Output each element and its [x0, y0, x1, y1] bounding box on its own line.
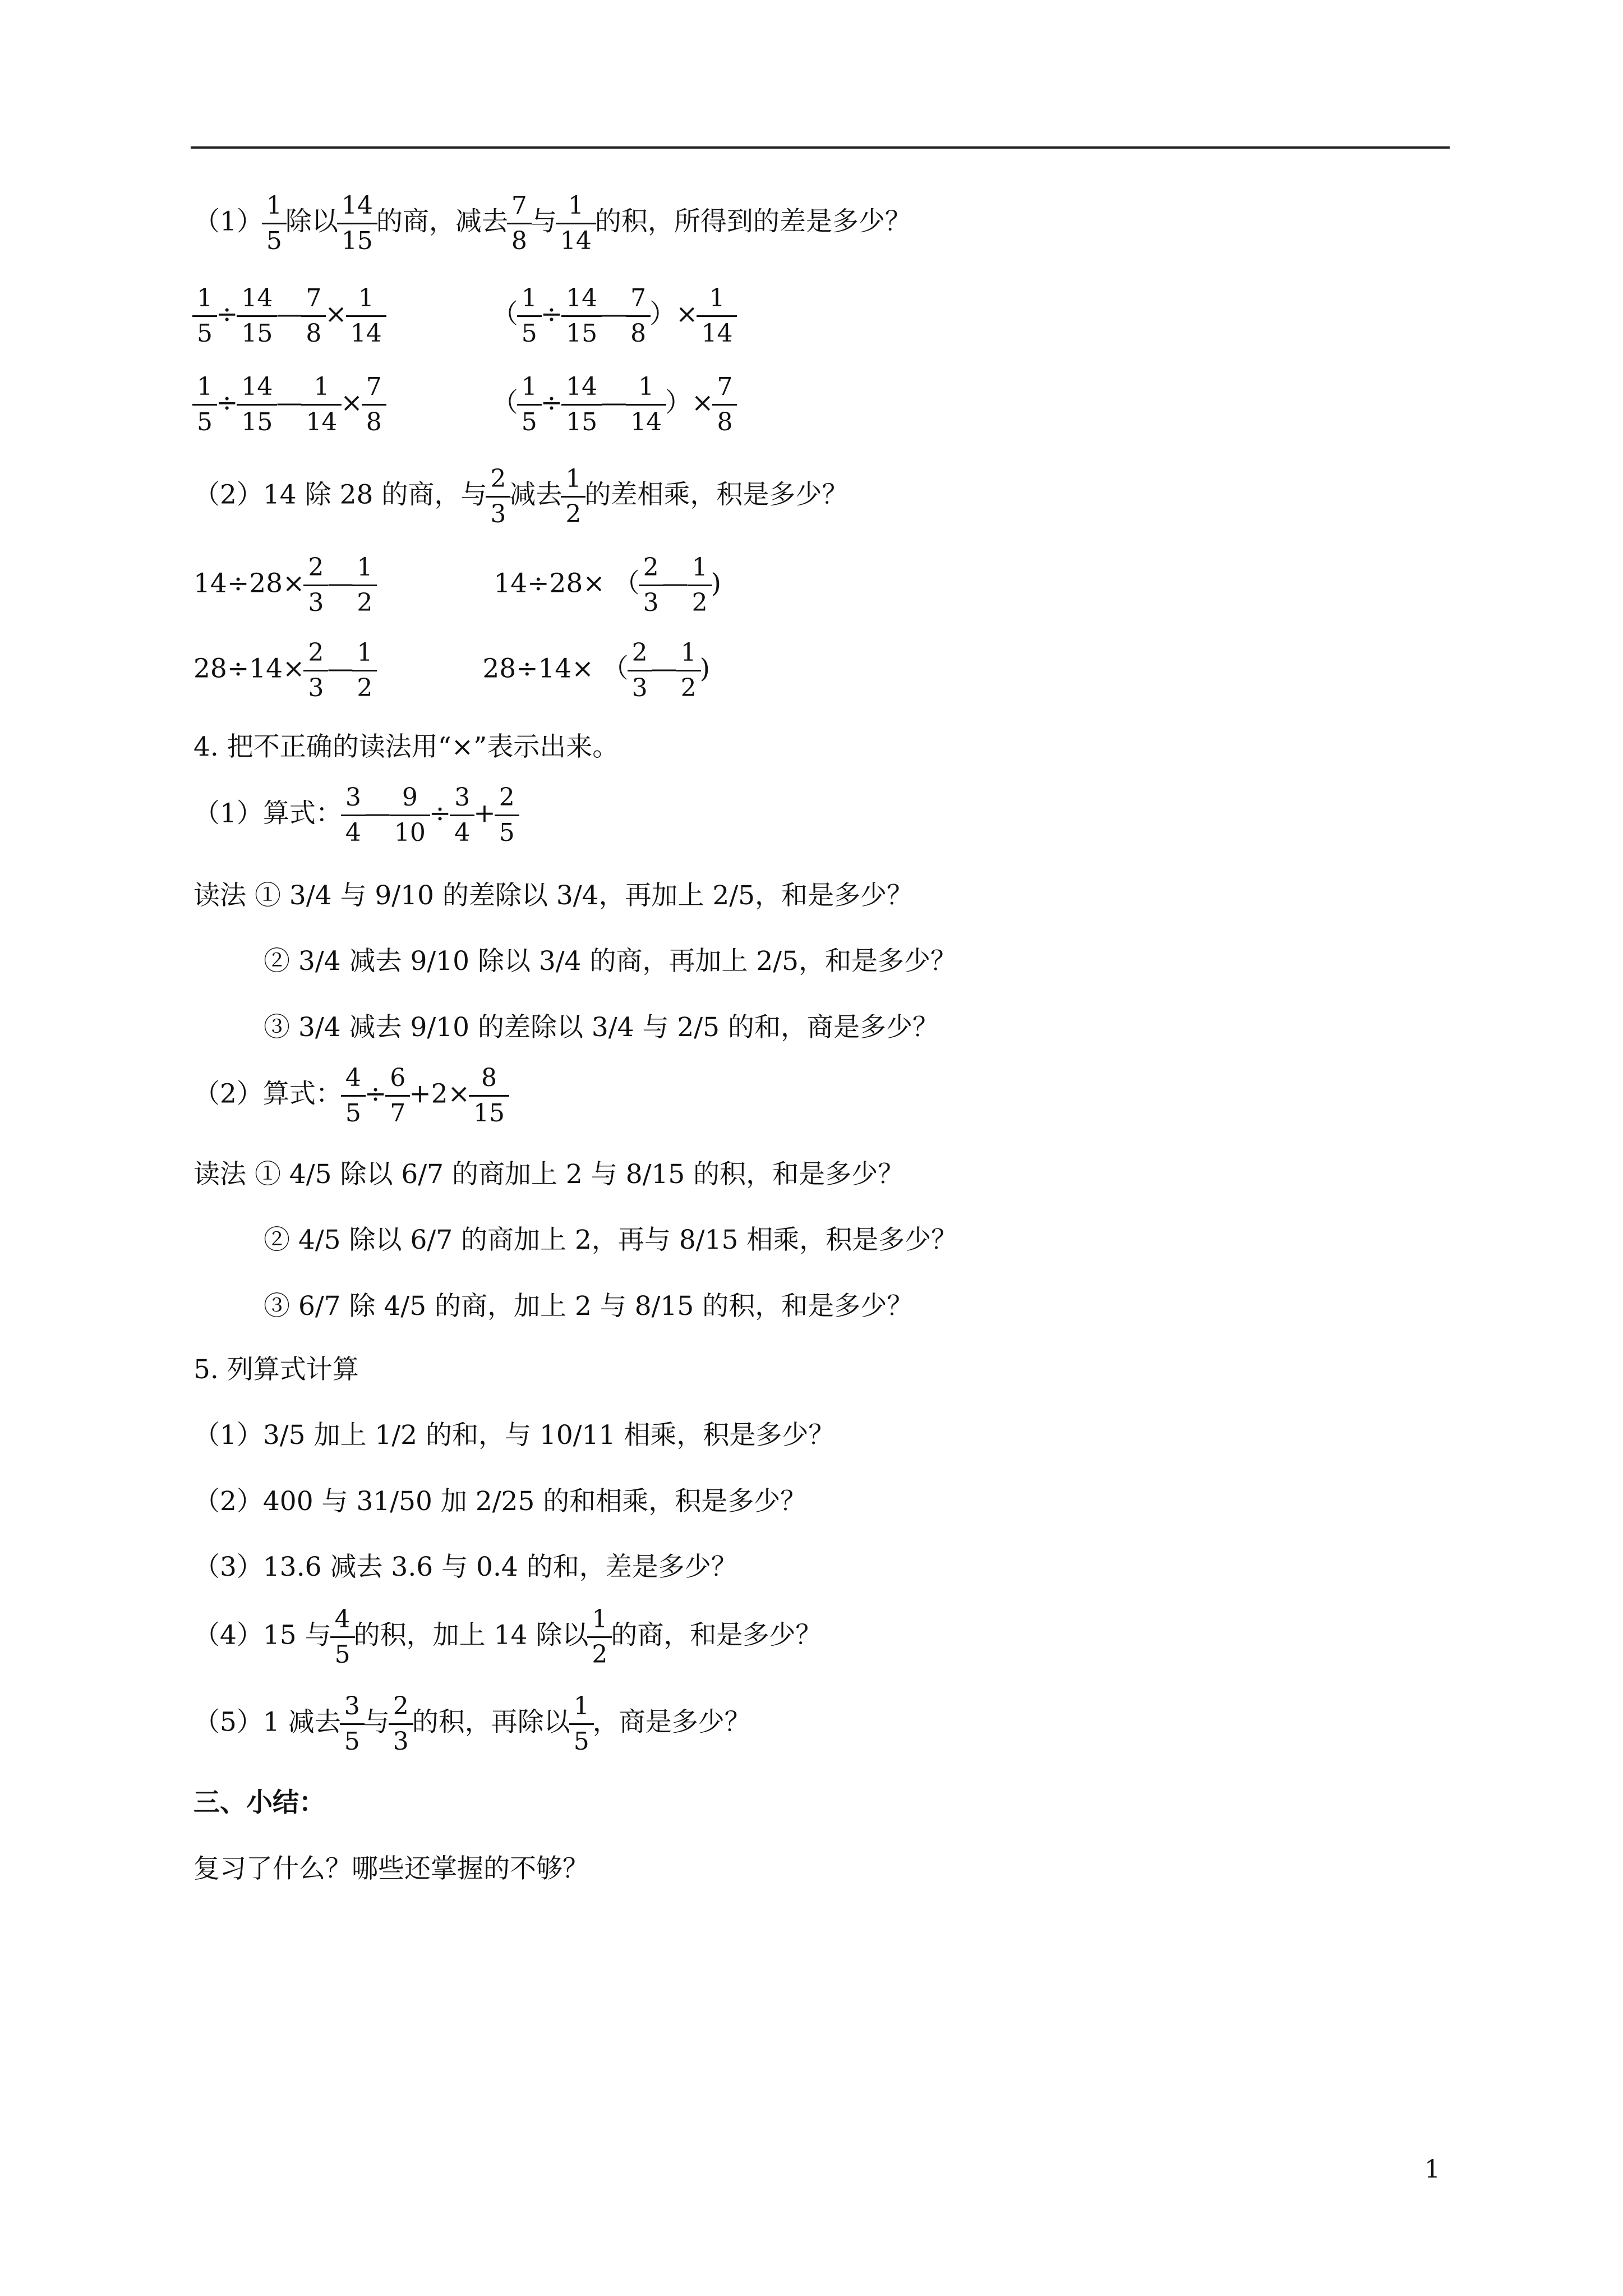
q5-3: （3）13.6 减去 3.6 与 0.4 的和，差是多少？ — [193, 1552, 737, 1582]
reading-2: ② 3/4 减去 9/10 除以 3/4 的商，再加上 2/5，和是多少？ — [264, 946, 957, 977]
expression-row: $\frac{1}{5}$ ÷ $\frac{14}{15}$ — $\frac{7}{8}$ × $\frac{1}{14}$ （ $\frac{1}{5}$ ÷ $\frac{14}{15}$ — $\frac{7}{8}$ ）× $\frac{1}{14}$ — [193, 286, 736, 346]
header-rule — [191, 146, 1450, 149]
fraction: $\frac{6}{7}$ — [388, 1066, 408, 1126]
fraction: $\frac{3}{4}$ — [343, 785, 363, 845]
fraction: $\frac{1}{5}$ — [264, 194, 284, 254]
fraction: $\frac{14}{15}$ — [564, 375, 600, 435]
expression-row: $\frac{1}{5}$ ÷ $\frac{14}{15}$ — $\frac{1}{14}$ × $\frac{7}{8}$ （ $\frac{1}{5}$ ÷ $\frac{14}{15}$ — $\frac{1}{14}$ ）× $\frac{7}{8}$ — [193, 375, 736, 435]
fraction: $\frac{1}{14}$ — [699, 286, 735, 346]
page-number: 1 — [1424, 2155, 1440, 2184]
fraction: $\frac{9}{10}$ — [392, 785, 428, 845]
q3-1-line: （1） $\frac{1}{5}$ 除以 $\frac{14}{15}$ 的商，减去 $\frac{7}{8}$ 与 $\frac{1}{14}$ 的积，所得到的差是多少？ — [193, 191, 911, 255]
fraction: $\frac{3}{5}$ — [342, 1694, 362, 1754]
fraction: $\frac{1}{5}$ — [519, 286, 540, 346]
q5-1: （1）3/5 加上 1/2 的和，与 10/11 相乘，积是多少？ — [193, 1420, 835, 1451]
q5-2: （2）400 与 31/50 加 2/25 的和相乘，积是多少？ — [193, 1486, 807, 1517]
fraction: $\frac{7}{8}$ — [714, 375, 735, 435]
q5-5: （5）1 减去 $\frac{3}{5}$ 与 $\frac{2}{3}$ 的积，再除以 $\frac{1}{5}$ ，商是多少？ — [193, 1692, 751, 1756]
fraction: $\frac{2}{3}$ — [306, 555, 326, 615]
fraction: $\frac{1}{14}$ — [558, 194, 594, 254]
summary-heading: 三、小结： — [193, 1787, 325, 1818]
fraction: $\frac{1}{2}$ — [354, 555, 375, 615]
fraction: $\frac{7}{8}$ — [628, 286, 648, 346]
fraction: $\frac{2}{3}$ — [391, 1694, 411, 1754]
fraction: $\frac{1}{2}$ — [354, 641, 375, 701]
fraction: $\frac{1}{2}$ — [690, 555, 710, 615]
q5-4: （4）15 与 $\frac{4}{5}$ 的积，加上 14 除以 $\frac{1}{2}$ 的商，和是多少？ — [193, 1605, 822, 1669]
expression-row: 28÷14× $\frac{2}{3}$ — $\frac{1}{2}$ 28÷14× （ $\frac{2}{3}$ — $\frac{1}{2}$ ) — [193, 638, 711, 702]
fraction: $\frac{1}{14}$ — [303, 375, 339, 435]
reading-3: ③ 6/7 除 4/5 的商，加上 2 与 8/15 的积，和是多少？ — [264, 1291, 914, 1322]
fraction: $\frac{1}{5}$ — [571, 1694, 592, 1754]
reading-3: ③ 3/4 减去 9/10 的差除以 3/4 与 2/5 的和，商是多少？ — [264, 1012, 939, 1043]
reading-2: ② 4/5 除以 6/7 的商加上 2，再与 8/15 相乘，积是多少？ — [264, 1225, 958, 1255]
fraction: $\frac{14}{15}$ — [239, 286, 275, 346]
fraction: $\frac{1}{14}$ — [628, 375, 664, 435]
fraction: $\frac{1}{2}$ — [563, 467, 583, 527]
fraction: $\frac{8}{15}$ — [471, 1066, 507, 1126]
reading-1: 读法 ① 3/4 与 9/10 的差除以 3/4，再加上 2/5，和是多少？ — [193, 880, 914, 911]
q3-2-line: （2）14 除 28 的商，与 $\frac{2}{3}$ 减去 $\frac{1}{2}$ 的差相乘，积是多少？ — [193, 464, 849, 528]
fraction: $\frac{1}{14}$ — [348, 286, 384, 346]
fraction: $\frac{4}{5}$ — [333, 1607, 353, 1667]
fraction: $\frac{2}{3}$ — [630, 641, 650, 701]
fraction: $\frac{4}{5}$ — [343, 1066, 363, 1126]
fraction: $\frac{1}{2}$ — [589, 1607, 610, 1667]
reading-1: 读法 ① 4/5 除以 6/7 的商加上 2 与 8/15 的积，和是多少？ — [193, 1159, 905, 1190]
q4-2-formula: （2）算式： $\frac{4}{5}$ ÷ $\frac{6}{7}$ +2× $\frac{8}{15}$ — [193, 1066, 508, 1126]
expression-row: 14÷28× $\frac{2}{3}$ — $\frac{1}{2}$ 14÷28× （ $\frac{2}{3}$ — $\frac{1}{2}$ ) — [193, 553, 722, 617]
fraction: $\frac{7}{8}$ — [364, 375, 384, 435]
q4-heading: 4. 把不正确的读法用“×”表示出来。 — [193, 731, 619, 762]
fraction: $\frac{2}{3}$ — [306, 641, 326, 701]
fraction: $\frac{7}{8}$ — [303, 286, 324, 346]
q4-1-formula: （1）算式： $\frac{3}{4}$ — $\frac{9}{10}$ ÷ $\frac{3}{4}$ + $\frac{2}{5}$ — [193, 785, 518, 845]
fraction: $\frac{2}{3}$ — [488, 467, 508, 527]
fraction: $\frac{1}{2}$ — [679, 641, 699, 701]
fraction: $\frac{14}{15}$ — [239, 375, 275, 435]
fraction: $\frac{1}{5}$ — [195, 286, 215, 346]
q5-heading: 5. 列算式计算 — [193, 1354, 359, 1385]
fraction: $\frac{7}{8}$ — [509, 194, 529, 254]
fraction: $\frac{14}{15}$ — [339, 194, 375, 254]
fraction: $\frac{2}{3}$ — [641, 555, 661, 615]
fraction: $\frac{1}{5}$ — [519, 375, 540, 435]
fraction: $\frac{2}{5}$ — [497, 785, 517, 845]
fraction: $\frac{1}{5}$ — [195, 375, 215, 435]
summary-text: 复习了什么？哪些还掌握的不够？ — [193, 1853, 589, 1884]
fraction: $\frac{14}{15}$ — [564, 286, 600, 346]
fraction: $\frac{3}{4}$ — [452, 785, 472, 845]
